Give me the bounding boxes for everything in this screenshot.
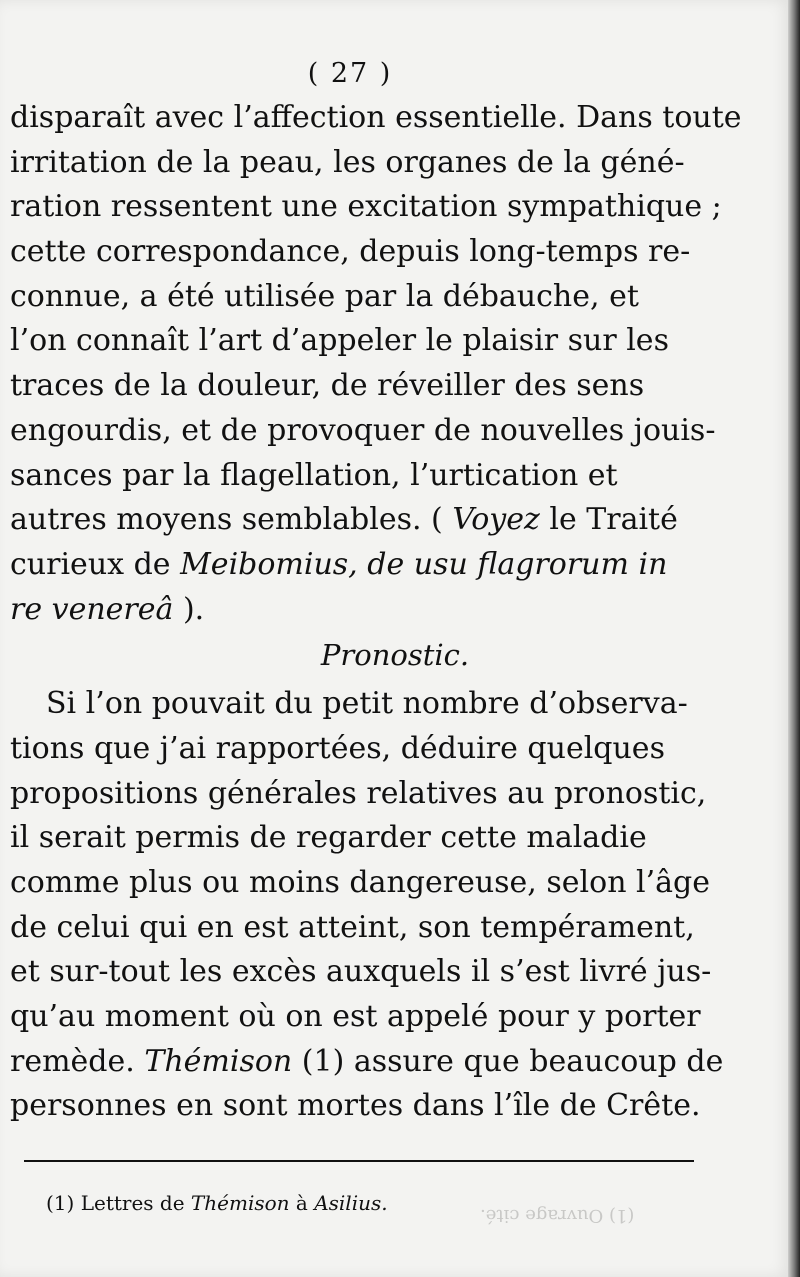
footnote bbox=[46, 1190, 388, 1216]
footnote-text: à bbox=[295, 1191, 308, 1215]
body-text bbox=[10, 96, 742, 1129]
text-line: Si l’on pouvait du petit nombre d’observa- bbox=[46, 686, 688, 722]
page-number: ( 27 ) bbox=[307, 58, 393, 89]
paragraph-1 bbox=[10, 96, 742, 632]
bleed-through-text: (1) Ouvrage cité. bbox=[480, 1205, 635, 1226]
text-line: engourdis, et de provoquer de nouvelles jouis- bbox=[10, 412, 716, 448]
text-line: de celui qui en est atteint, son tempérament, bbox=[10, 909, 695, 945]
text-line: qu’au moment où on est appelé pour y porter bbox=[10, 999, 701, 1035]
footnote-name: Asilius. bbox=[314, 1191, 388, 1215]
text-line: connue, a été utilisée par la débauche, et bbox=[10, 278, 639, 314]
text-line: personnes en sont mortes dans l’île de Crête. bbox=[10, 1088, 701, 1124]
text-line: traces de la douleur, de réveiller des sens bbox=[10, 368, 645, 404]
page-edge-shadow bbox=[788, 0, 800, 1277]
text-line: ration ressentent une excitation sympathique ; bbox=[10, 189, 722, 225]
text-line: autres moyens semblables. ( Voyez le Traité bbox=[10, 502, 678, 538]
text-line: l’on connaît l’art d’appeler le plaisir sur les bbox=[10, 323, 669, 359]
footnote-rule bbox=[24, 1160, 694, 1162]
text-line: et sur-tout les excès auxquels il s’est livré jus- bbox=[10, 954, 712, 990]
footnote-marker: (1) bbox=[46, 1191, 75, 1215]
text-line: re venereâ ). bbox=[10, 591, 205, 627]
text-line: cette correspondance, depuis long-temps re- bbox=[10, 234, 691, 270]
text-line: remède. Thémison (1) assure que beaucoup de bbox=[10, 1043, 724, 1079]
text-line: disparaît avec l’affection essentielle. Dans toute bbox=[10, 100, 742, 135]
text-line: comme plus ou moins dangereuse, selon l’âge bbox=[10, 865, 711, 900]
text-line: irritation de la peau, les organes de la géné- bbox=[10, 144, 685, 180]
text-line: propositions générales relatives au pronostic, bbox=[10, 775, 707, 811]
section-heading: Pronostic. bbox=[320, 638, 470, 673]
paragraph-2 bbox=[10, 682, 724, 1129]
text-line: il serait permis de regarder cette maladie bbox=[10, 820, 647, 856]
text-line: tions que j’ai rapportées, déduire quelques bbox=[10, 730, 665, 766]
text-line: curieux de Meibomius, de usu flagrorum in bbox=[10, 546, 668, 582]
footnote-name: Thémison bbox=[190, 1191, 290, 1215]
footnote-text: Lettres de bbox=[80, 1191, 185, 1215]
text-line: sances par la flagellation, l’urtication et bbox=[10, 457, 618, 493]
